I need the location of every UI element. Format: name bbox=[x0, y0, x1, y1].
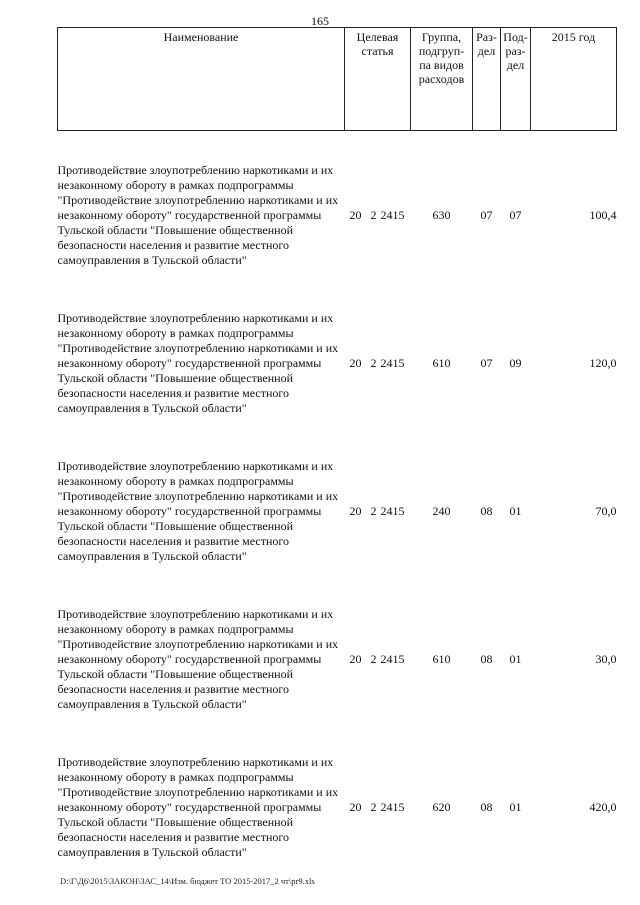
table-row bbox=[58, 585, 617, 733]
header-year: 2015 год bbox=[531, 28, 617, 131]
row-amount: 100,4 bbox=[589, 207, 617, 222]
row-target-part2: 2 bbox=[370, 799, 377, 814]
row-podrazdel: 01 bbox=[509, 799, 522, 814]
row-target-part2: 2 bbox=[370, 503, 377, 518]
row-group: 610 bbox=[432, 355, 451, 370]
row-podrazdel: 09 bbox=[509, 355, 522, 370]
row-amount: 420,0 bbox=[589, 799, 617, 814]
row-name: Противодействие злоупотреблению наркотиками и их незаконному обороту в рамках подпрограммы "Противодействие злоупотреблению наркотиками и их незаконному обороту" государственной программы Тульской области "Повышение общественной безопасности населения и развитие местного самоуправления в Тульской области" bbox=[57, 754, 339, 859]
row-razdel: 07 bbox=[480, 355, 493, 370]
row-target-part1: 20 bbox=[349, 207, 362, 222]
row-amount: 120,0 bbox=[589, 355, 617, 370]
row-podrazdel: 01 bbox=[509, 503, 522, 518]
table-row bbox=[58, 289, 617, 437]
file-path-footer: D:\Г\Д6\2015\ЗАКОН\ЗАС_14\Изм. бюджет ТО 2015-2017_2 чт\pr9.xls bbox=[60, 876, 315, 886]
row-name: Противодействие злоупотреблению наркотиками и их незаконному обороту в рамках подпрограммы "Противодействие злоупотреблению наркотиками и их незаконному обороту" государственной программы Тульской области "Повышение общественной безопасности населения и развитие местного самоуправления в Тульской области" bbox=[57, 310, 339, 415]
row-target-part2: 2 bbox=[370, 651, 377, 666]
row-target-part3: 2415 bbox=[380, 207, 405, 222]
table-row bbox=[58, 141, 617, 289]
row-name: Противодействие злоупотреблению наркотиками и их незаконному обороту в рамках подпрограммы "Противодействие злоупотреблению наркотиками и их незаконному обороту" государственной программы Тульской области "Повышение общественной безопасности населения и развитие местного самоуправления в Тульской области" bbox=[57, 458, 339, 563]
row-target-part3: 2415 bbox=[380, 355, 405, 370]
row-target-part3: 2415 bbox=[380, 651, 405, 666]
header-razdel: Раз- дел bbox=[473, 28, 501, 131]
row-target-part1: 20 bbox=[349, 355, 362, 370]
row-amount: 70,0 bbox=[595, 503, 617, 518]
table-row bbox=[58, 733, 617, 881]
budget-table bbox=[57, 27, 617, 881]
row-group: 630 bbox=[432, 207, 451, 222]
row-target-part3: 2415 bbox=[380, 503, 405, 518]
table-row bbox=[58, 437, 617, 585]
header-target: Целевая статья bbox=[345, 28, 411, 131]
row-amount: 30,0 bbox=[595, 651, 617, 666]
header-group: Группа, подгруп- па видов расходов bbox=[411, 28, 473, 131]
row-target-part1: 20 bbox=[349, 799, 362, 814]
row-razdel: 08 bbox=[480, 651, 493, 666]
header-name: Наименование bbox=[58, 28, 345, 131]
header-podrazdel: Под- раз- дел bbox=[501, 28, 531, 131]
row-target-part1: 20 bbox=[349, 503, 362, 518]
row-target-part2: 2 bbox=[370, 355, 377, 370]
row-group: 620 bbox=[432, 799, 451, 814]
row-podrazdel: 01 bbox=[509, 651, 522, 666]
row-target-part2: 2 bbox=[370, 207, 377, 222]
row-target-part1: 20 bbox=[349, 651, 362, 666]
row-target-part3: 2415 bbox=[380, 799, 405, 814]
row-razdel: 07 bbox=[480, 207, 493, 222]
row-razdel: 08 bbox=[480, 799, 493, 814]
row-name: Противодействие злоупотреблению наркотиками и их незаконному обороту в рамках подпрограммы "Противодействие злоупотреблению наркотиками и их незаконному обороту" государственной программы Тульской области "Повышение общественной безопасности населения и развитие местного самоуправления в Тульской области" bbox=[57, 606, 339, 711]
row-name: Противодействие злоупотреблению наркотиками и их незаконному обороту в рамках подпрограммы "Противодействие злоупотреблению наркотиками и их незаконному обороту" государственной программы Тульской области "Повышение общественной безопасности населения и развитие местного самоуправления в Тульской области" bbox=[57, 162, 339, 267]
table-header-row bbox=[58, 28, 617, 131]
row-group: 240 bbox=[432, 503, 451, 518]
page-number: 165 bbox=[311, 14, 329, 28]
row-razdel: 08 bbox=[480, 503, 493, 518]
row-group: 610 bbox=[432, 651, 451, 666]
row-podrazdel: 07 bbox=[509, 207, 522, 222]
